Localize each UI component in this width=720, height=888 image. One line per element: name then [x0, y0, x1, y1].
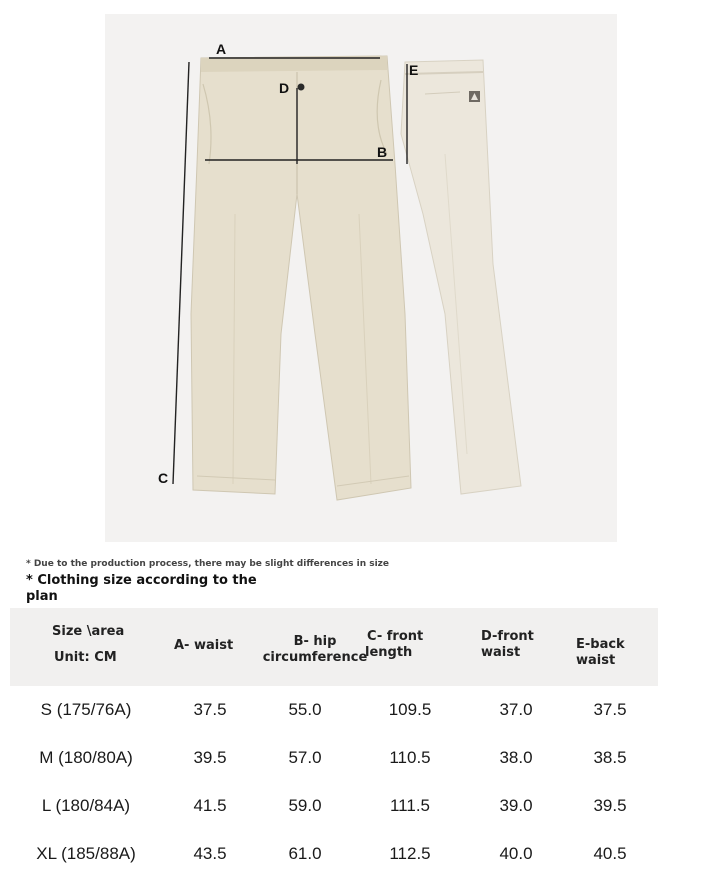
pants-back-view [401, 60, 521, 494]
header-a-waist: A- waist [174, 638, 234, 653]
label-b: B [377, 144, 388, 160]
table-header [10, 608, 658, 686]
cell-b-hip: 55.0 [288, 700, 322, 719]
pants-front-view [191, 56, 411, 500]
header-c-front [365, 629, 423, 661]
header-size-area: Size \area [52, 624, 125, 639]
cell-a-waist: 39.5 [193, 748, 227, 767]
cell-e-back-waist: 40.5 [593, 844, 627, 863]
cell-c-front-length: 110.5 [389, 748, 431, 767]
cell-b-hip: 61.0 [288, 844, 322, 863]
table-row [0, 796, 720, 836]
table-row [0, 748, 720, 788]
header-d-front-line1: D-front [481, 629, 534, 644]
header-b-hip-line2: circumference [262, 650, 368, 665]
cell-a-waist: 41.5 [193, 796, 227, 815]
header-b-hip-line1: B- hip [293, 634, 337, 649]
cell-b-hip: 59.0 [288, 796, 322, 815]
pants-illustration [105, 14, 617, 542]
cell-size: XL (185/88A) [36, 844, 136, 863]
cell-e-back-waist: 37.5 [593, 700, 627, 719]
header-c-front-line1: C- front [367, 629, 424, 644]
cell-a-waist: 43.5 [193, 844, 227, 863]
header-d-front-line2: waist [481, 645, 521, 660]
cell-e-back-waist: 38.5 [593, 748, 627, 767]
cell-size: L (180/84A) [41, 796, 131, 815]
cell-a-waist: 37.5 [193, 700, 227, 719]
label-e: E [409, 62, 419, 78]
measure-line-c [173, 62, 189, 484]
cell-size: S (175/76A) [40, 700, 132, 719]
header-c-front-line2: length [365, 645, 413, 660]
header-e-back: E-back waist [576, 637, 625, 668]
cell-e-back-waist: 39.5 [593, 796, 627, 815]
button-icon [298, 84, 305, 91]
table-row [0, 844, 720, 884]
cell-c-front-length: 109.5 [388, 700, 432, 719]
product-diagram [105, 14, 617, 542]
label-c: C [158, 470, 169, 486]
header-d-front [481, 629, 534, 661]
brand-tag-icon [469, 91, 480, 102]
header-unit: Unit: CM [54, 650, 117, 665]
table-row [0, 700, 720, 740]
cell-d-front-waist: 37.0 [499, 700, 533, 719]
cell-b-hip: 57.0 [288, 748, 322, 767]
label-a: A [216, 41, 227, 57]
production-note: * Due to the production process, there may be slight differences in size [26, 559, 390, 569]
clothing-size-note: * Clothing size according to the plan [26, 573, 257, 604]
cell-c-front-length: 111.5 [389, 796, 431, 815]
cell-size: M (180/80A) [39, 748, 133, 767]
label-d: D [279, 80, 290, 96]
cell-c-front-length: 112.5 [389, 844, 431, 863]
cell-d-front-waist: 39.0 [499, 796, 533, 815]
header-b-hip [260, 634, 370, 666]
cell-d-front-waist: 40.0 [499, 844, 533, 863]
cell-d-front-waist: 38.0 [499, 748, 533, 767]
